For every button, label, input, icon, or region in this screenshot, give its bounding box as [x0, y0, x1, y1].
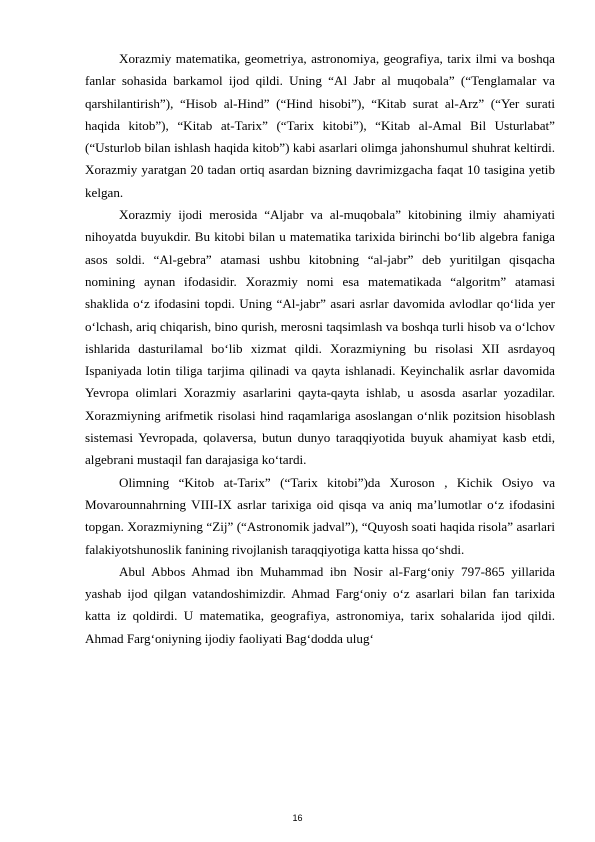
document-body	[85, 48, 555, 650]
paragraph-aljabr-significance: Xorazmiy ijodi merosida “Aljabr va al-muqobala” kitobining ilmiy ahamiyati nihoyatda buyukdir. Bu kitobi bilan u matematika tarixida birinchi bo‘lib algebra faniga asos soldi. “Al-gebra” atamasi ushbu kitobning “al-jabr” deb yuritilgan qisqacha nomining aynan ifodasidir. Xorazmiy nomi esa matematikada “algoritm” atamasi shaklida o‘z ifodasini topdi. Uning “Al-jabr” asari asrlar davomida avlodlar qo‘lida yer o‘lchash, ariq chiqarish, bino qurish, merosni taqsimlash va boshqa turli hisob va o‘lchov ishlarida dasturilamal bo‘lib xizmat qildi. Xorazmiyning bu risolasi XII asrdayoq Ispaniyada lotin tiliga tarjima qilinadi va qayta ishlanadi. Keyinchalik asrlar davomida Yevropa olimlari Xorazmiy asarlarini qayta-qayta ishlab, u asosda asarlar yozadilar. Xorazmiyning arifmetik risolasi hind raqamlariga asoslangan o‘nlik pozitsion hisoblash sistemasi Yevropada, qolaversa, butun dunyo taraqqiyotida buyuk ahamiyat kasb etdi, algebrani mustaqil fan darajasiga ko‘tardi.	[85, 207, 555, 468]
page-number: 16	[292, 813, 303, 823]
paragraph-fargoniy: Abul Abbos Ahmad ibn Muhammad ibn Nosir al-Farg‘oniy 797-865 yillarida yashab ijod qilgan vatandoshimizdir. Ahmad Farg‘oniy o‘z asarlari bilan fan tarixida katta iz qoldirdi. U matematika, geografiya, astronomiya, tarix sohalarida ijod qildi. Ahmad Farg‘oniyning ijodiy faoliyati Bag‘dodda ulug‘	[85, 563, 555, 646]
paragraph-xorazmiy-works: Xorazmiy matematika, geometriya, astronomiya, geografiya, tarix ilmi va boshqa fanlar sohasida barkamol ijod qildi. Uning “Al Jabr al muqobala” (“Tenglamalar va qarshilantirish”), “Hisob al-Hind” (“Hind hisobi”), “Kitab surat al-Arz” (“Yer surati haqida kitob”), “Kitab at-Tarix” (“Tarix kitobi”), “Kitab al-Amal Bil Usturlabat” (“Usturlob bilan ishlash haqida kitob”) kabi asarlari olimga jahonshumul shuhrat keltirdi. Xorazmiy yaratgan 20 tadan ortiq asardan bizning davrimizgacha faqat 10 tasigina yetib kelgan.	[85, 51, 555, 200]
paragraph-kitob-at-tarix: Olimning “Kitob at-Tarix” (“Tarix kitobi”)da Xuroson , Kichik Osiyo va Movarounnahrning VIII-IX asrlar tarixiga oid qisqa va aniq ma’lumotlar o‘z ifodasini topgan. Xorazmiyning “Zij” (“Astronomik jadval”), “Quyosh soati haqida risola” asarlari falakiyotshunoslik fanining rivojlanish taraqqiyotiga katta hissa qo‘shdi.	[85, 474, 555, 557]
